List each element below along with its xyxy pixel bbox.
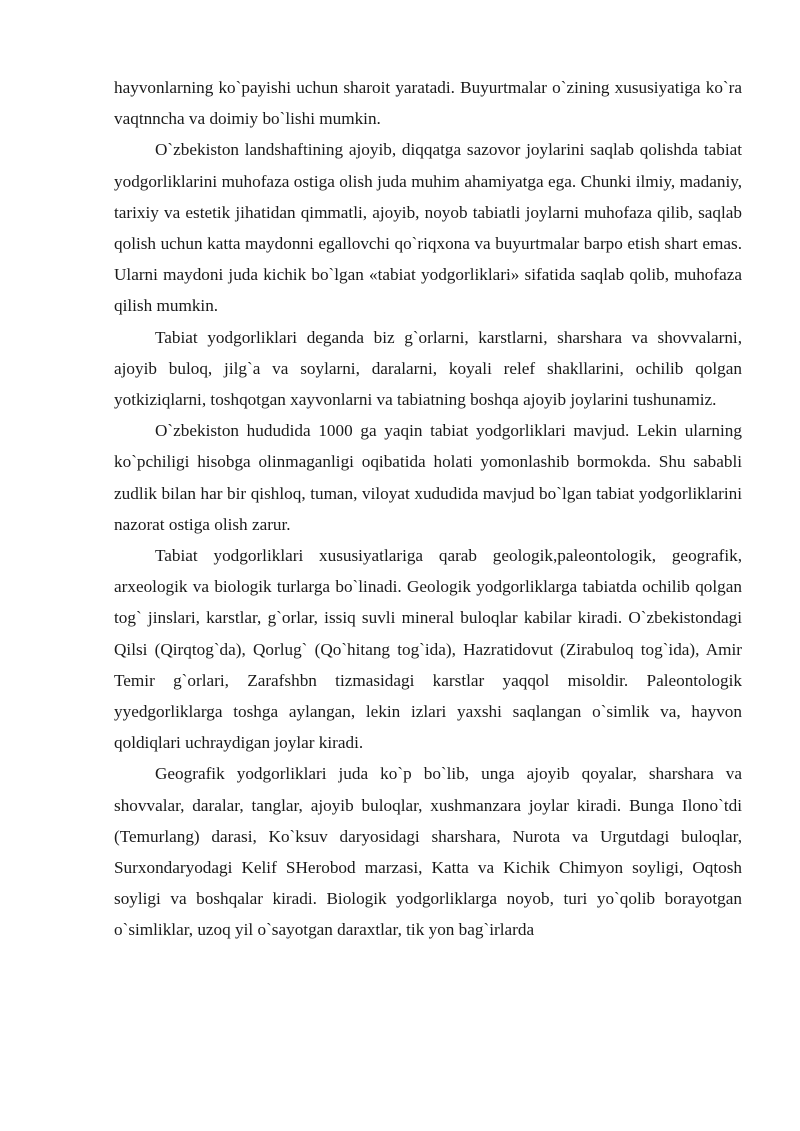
paragraph-2: O`zbekiston landshaftining ajoyib, diqqatga sazovor joylarini saqlab qolishda tabiat yodgorliklarini muhofaza ostiga olish juda muhim ahamiyatga ega. Chunki ilmiy, madaniy, tarixiy va estetik jihatidan qimmatli, ajoyib, noyob tabiatli joylarni muhofaza qilib, saqlab qolish uchun katta maydonni egallovchi qo`riqxona va buyurtmalar barpo etish shart emas. Ularni maydoni juda kichik bo`lgan «tabiat yodgorliklari» sifatida saqlab qolib, muhofaza qilish mumkin. xyxy=(114,140,742,316)
paragraph-3: Tabiat yodgorliklari deganda biz g`orlarni, karstlarni, sharshara va shovvalarni, ajoyib buloq, jilg`a va soylarni, daralarni, koyali relef shakllarini, ochilib qolgan yotkiziqlarni, toshqotgan xayvonlarni va tabiatning boshqa ajoyib joylarini tushunamiz. xyxy=(114,327,742,410)
paragraph-5: Tabiat yodgorliklari xususiyatlariga qarab geologik,paleontologik, geografik, arxeologik va biologik turlarga bo`linadi. Geologik yodgorliklarga tabiatda ochilib qolgan tog` jinslari, karstlar, g`orlar, issiq suvli mineral buloqlar kabilar kiradi. O`zbekistondagi Qilsi (Qirqtog`da), Qorlug` (Qo`hitang tog`ida), Hazratidovut (Zirabuloq tog`ida), Amir Temir g`orlari, Zarafshbn tizmasidagi karstlar yaqqol misoldir. Paleontologik yyedgorliklarga toshga aylangan, lekin izlari yaxshi saqlangan o`simlik va, hayvon qoldiqlari uchraydigan joylar kiradi. xyxy=(114,546,742,753)
paragraph-1: hayvonlarning ko`payishi uchun sharoit yaratadi. Buyurtmalar o`zining xususiyatiga ko`ra vaqtnncha va doimiy bo`lishi mumkin. xyxy=(114,78,742,129)
paragraph-4: O`zbekiston hududida 1000 ga yaqin tabiat yodgorliklari mavjud. Lekin ularning ko`pchiligi hisobga olinmaganligi oqibatida holati yomonlashib bormokda. Shu sababli zudlik bilan har bir qishloq, tuman, viloyat xududida mavjud bo`lgan tabiat yodgorliklarini nazorat ostiga olish zarur. xyxy=(114,421,742,534)
paragraph-6: Geografik yodgorliklari juda ko`p bo`lib, unga ajoyib qoyalar, sharshara va shovvalar, daralar, tanglar, ajoyib buloqlar, xushmanzara joylar kiradi. Bunga Ilono`tdi (Temurlang) darasi, Ko`ksuv daryosidagi sharshara, Nurota va Urgutdagi buloqlar, Surxondaryodagi Kelif SHerobod marzasi, Katta va Kichik Chimyon soyligi, Oqtosh soyligi va boshqalar kiradi. Biologik yodgorliklarga noyob, turi yo`qolib borayotgan o`simliklar, uzoq yil o`sayotgan daraxtlar, tik yon bag`irlarda xyxy=(114,764,742,940)
document-page xyxy=(114,72,742,946)
